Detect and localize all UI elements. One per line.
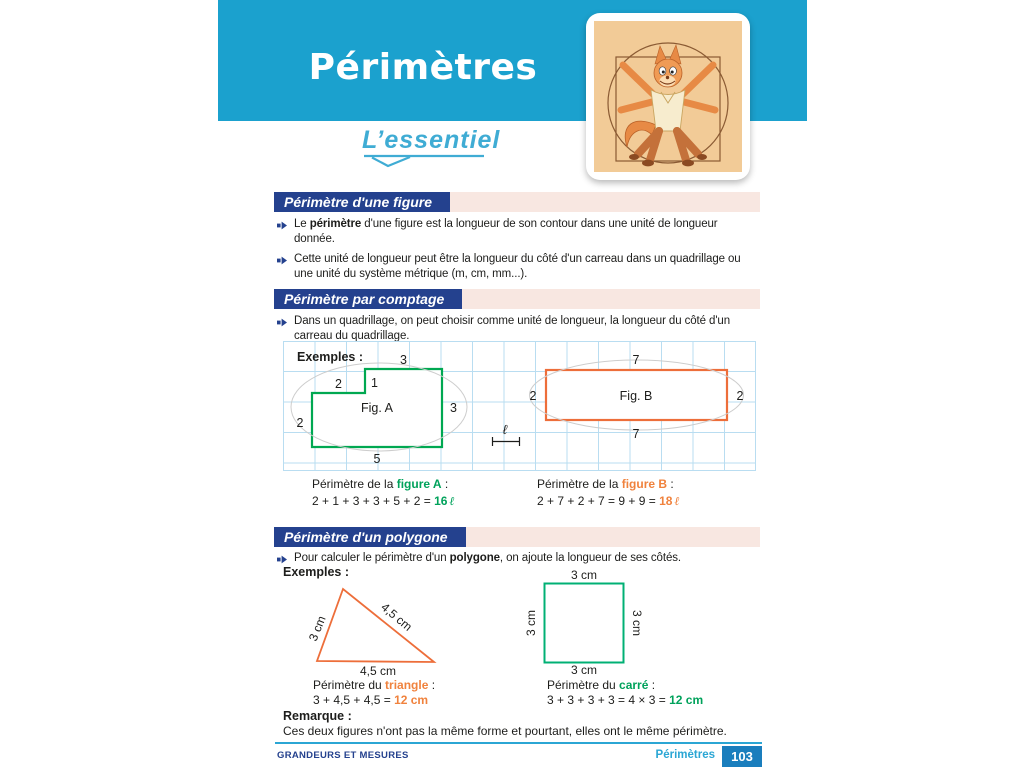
bullet-arrow-icon (277, 220, 287, 247)
square-label-right: 3 cm (630, 609, 644, 637)
remark-text: Ces deux figures n'ont pas la même forme et pourtant, elles ont le même périmètre. (283, 724, 727, 738)
caption-square (547, 678, 703, 708)
figure-b-label-top: 7 (632, 353, 640, 367)
grid-figure (283, 341, 756, 476)
essentiel-underline-icon (358, 153, 490, 180)
bullet-item (277, 217, 759, 247)
remark (283, 709, 803, 739)
triangle-equation: 3 + 4,5 + 4,5 = 12 cm (313, 693, 429, 707)
mascot-card (586, 13, 750, 180)
footer-page-number: 103 (722, 746, 762, 767)
figure-a-label-right: 3 (450, 401, 457, 415)
examples-label: Exemples : (283, 565, 350, 579)
square-label-left: 3 cm (524, 609, 538, 637)
triangle-label-hypotenuse: 4,5 cm (378, 599, 415, 634)
essentiel-heading: L’essentiel (362, 126, 501, 154)
figure-a-name: Fig. A (361, 401, 393, 415)
footer-domain-label: GRANDEURS ET MESURES (277, 750, 409, 761)
section-heading-bar-2 (274, 289, 760, 309)
unit-length-symbol: ℓ (502, 422, 508, 437)
bullet-item (277, 314, 759, 344)
grid-examples-label: Exemples : (297, 350, 364, 364)
figure-b-label-left: 2 (529, 389, 537, 403)
section-1-bullets (277, 217, 759, 282)
bullet-text: Cette unité de longueur peut être la longueur du côté d'un carreau dans un quadrillage ou une unité du système métrique (m, cm, mm...). (294, 253, 741, 280)
bullet-text: Pour calculer le périmètre d'un polygone, on ajoute la longueur de ses côtés. (294, 552, 681, 564)
bullet-item (277, 252, 759, 282)
figure-a-label-left: 2 (296, 416, 304, 430)
figure-a-label-bottom: 5 (373, 452, 381, 466)
figure-a-label-step: 2 (335, 377, 342, 391)
calc-b-equation: 2 + 7 + 2 + 7 = 9 + 9 = 18 ℓ (537, 493, 680, 508)
section-heading-bar-1 (274, 192, 760, 212)
section-2-bullets (277, 314, 759, 344)
unit-length-marker (493, 422, 520, 446)
section-heading-bar-3 (274, 527, 760, 547)
square-equation: 3 + 3 + 3 + 3 = 4 × 3 = 12 cm (547, 693, 704, 707)
bullet-arrow-icon (277, 317, 287, 344)
square-label-bottom: 3 cm (570, 663, 598, 677)
bullet-text: Dans un quadrillage, on peut choisir comme unité de longueur, la longueur du côté d'un carreau du quadrillage. (294, 315, 731, 342)
triangle-label-bottom: 4,5 cm (359, 664, 397, 678)
figure-b-name: Fig. B (619, 389, 653, 403)
triangle-label-left: 3 cm (305, 613, 329, 644)
figure-b-label-right: 2 (736, 389, 744, 403)
figure-a-label-top: 3 (400, 353, 407, 367)
figure-b-label-bottom: 7 (632, 427, 640, 441)
square-shape (545, 584, 624, 663)
footer-chapter-label: Périmètres (655, 749, 715, 761)
bullet-item (277, 551, 759, 569)
section-3-bullets (277, 551, 759, 569)
square-caption: Périmètre du carré : (547, 678, 656, 692)
page-title: Périmètres (308, 47, 538, 88)
figure-a-label-notch: 1 (371, 376, 378, 390)
mascot-illustration (594, 21, 742, 172)
triangle-caption: Périmètre du triangle : (313, 678, 436, 692)
section-heading-1: Périmètre d'une figure (274, 192, 450, 212)
square-label-top: 3 cm (570, 570, 598, 582)
calc-figure-a (312, 476, 455, 509)
footer-rule (275, 742, 762, 744)
section-heading-3: Périmètre d'un polygone (274, 527, 466, 547)
calc-figure-b (537, 476, 680, 509)
calc-a-caption: Périmètre de la figure A : (312, 477, 449, 491)
vitruvian-squirrel-icon (594, 21, 742, 172)
bullet-arrow-icon (277, 255, 287, 282)
calc-a-equation: 2 + 1 + 3 + 3 + 5 + 2 = 16 ℓ (312, 493, 455, 508)
caption-triangle (313, 678, 435, 708)
triangle-figure (300, 582, 460, 683)
square-figure (518, 570, 653, 683)
bullet-text: Le périmètre d'une figure est la longueur de son contour dans une unité de longueur donnée. (294, 218, 718, 245)
remark-title: Remarque : (283, 709, 352, 723)
calc-b-caption: Périmètre de la figure B : (537, 477, 674, 491)
triangle-shape (317, 589, 434, 662)
section-heading-2: Périmètre par comptage (274, 289, 462, 309)
